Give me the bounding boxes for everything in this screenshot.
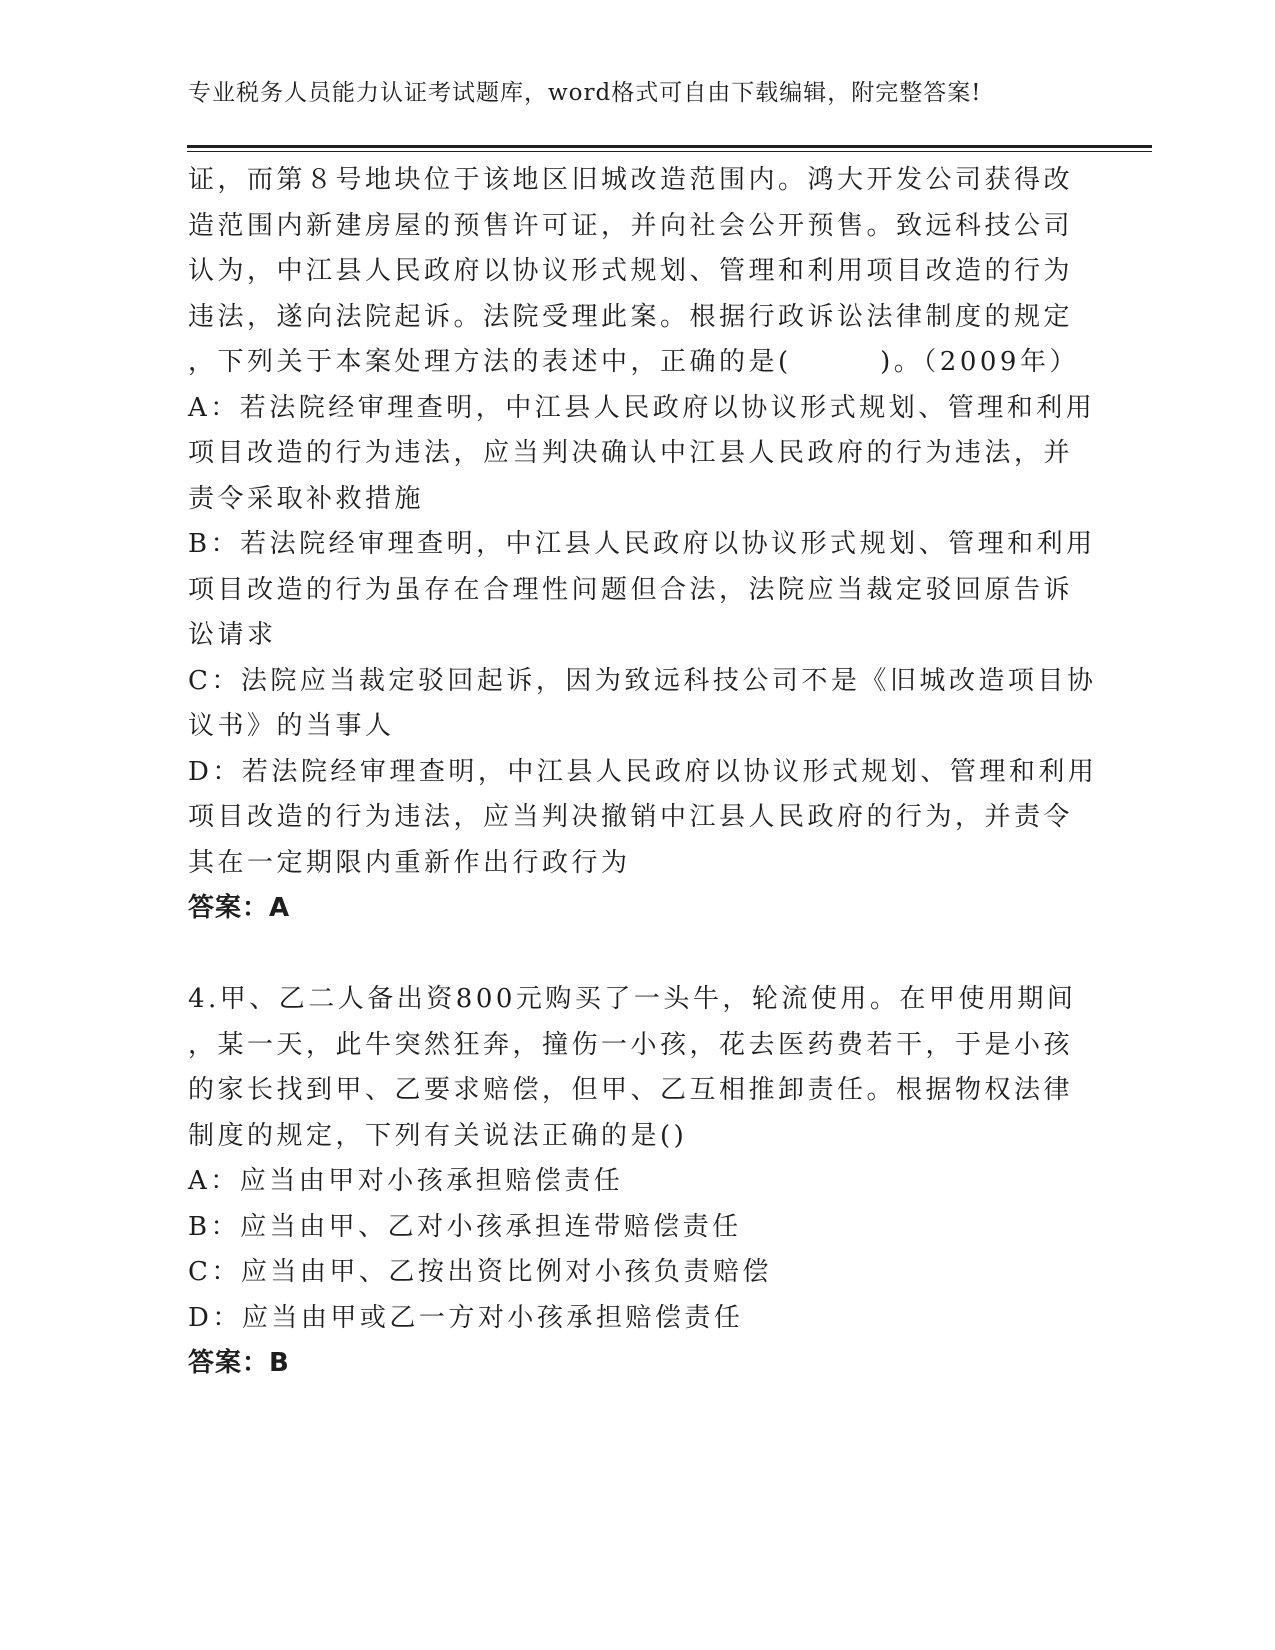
question-3: [188, 158, 1098, 932]
question-content: [188, 158, 1098, 1387]
option-line: D：若法院经审理查明，中江县人民政府以协议形式规划、管理和利用: [188, 756, 1098, 787]
question-3-option-a: [188, 386, 1096, 523]
question-spacer: [188, 932, 1088, 978]
stem-line: 违法，遂向法院起诉。法院受理此案。根据行政诉讼法律制度的规定: [188, 301, 1074, 332]
option-line: 项目改造的行为违法，应当判决确认中江县人民政府的行为违法，并: [188, 438, 1074, 468]
page-header-text: 专业税务人员能力认证考试题库，word格式可自由下载编辑，附完整答案!: [188, 80, 982, 106]
stem-line: 4.甲、乙二人备出资800元购买了一头牛，轮流使用。在甲使用期间: [188, 984, 1077, 1014]
question-3-option-c: [188, 659, 1097, 750]
option-line: C：法院应当裁定驳回起诉，因为致远科技公司不是《旧城改造项目协: [188, 665, 1097, 696]
stem-line: 造范围内新建房屋的预售许可证，并向社会公开预售。致远科技公司: [188, 210, 1074, 241]
stem-line: ，下列关于本案处理方法的表述中，正确的是( )。（2009年）: [188, 347, 1079, 377]
option-line: 议书》的当事人: [188, 711, 395, 741]
question-3-option-d: [188, 750, 1098, 887]
option-line: A：若法院经审理查明，中江县人民政府以协议形式规划、管理和利用: [188, 392, 1096, 423]
stem-line: 制度的规定，下列有关说法正确的是(): [188, 1120, 688, 1151]
option-line: 讼请求: [188, 620, 277, 650]
stem-line: 认为，中江县人民政府以协议形式规划、管理和利用项目改造的行为: [188, 256, 1074, 286]
question-4: [188, 977, 1088, 1387]
question-4-option-c: C：应当由甲、乙按出资比例对小孩负责赔偿: [188, 1257, 772, 1287]
question-3-answer: 答案：A: [188, 893, 291, 923]
option-line: 项目改造的行为虽存在合理性问题但合法，法院应当裁定驳回原告诉: [188, 574, 1074, 605]
question-4-option-a: A：应当由甲对小孩承担赔偿责任: [188, 1166, 624, 1196]
option-line: B：若法院经审理查明，中江县人民政府以协议形式规划、管理和利用: [188, 529, 1096, 559]
stem-line: 证，而第８号地块位于该地区旧城改造范围内。鸿大开发公司获得改: [188, 165, 1074, 195]
option-line: 其在一定期限内重新作出行政行为: [188, 847, 631, 878]
header-rule-thin: [187, 151, 1152, 152]
header-rule-thick: [187, 145, 1152, 148]
option-line: 责令采取补救措施: [188, 483, 425, 514]
question-3-stem: [188, 158, 1088, 386]
option-line: 项目改造的行为违法，应当判决撤销中江县人民政府的行为，并责令: [188, 802, 1074, 832]
stem-line: ，某一天，此牛突然狂奔，撞伤一小孩，花去医药费若干，于是小孩: [188, 1029, 1074, 1060]
question-4-option-d: D：应当由甲或乙一方对小孩承担赔偿责任: [188, 1302, 744, 1333]
question-3-option-b: [188, 522, 1096, 659]
question-4-stem: [188, 977, 1088, 1159]
question-4-answer: 答案：B: [188, 1348, 290, 1378]
question-4-option-b: B：应当由甲、乙对小孩承担连带赔偿责任: [188, 1211, 742, 1242]
stem-line: 的家长找到甲、乙要求赔偿，但甲、乙互相推卸责任。根据物权法律: [188, 1075, 1074, 1105]
